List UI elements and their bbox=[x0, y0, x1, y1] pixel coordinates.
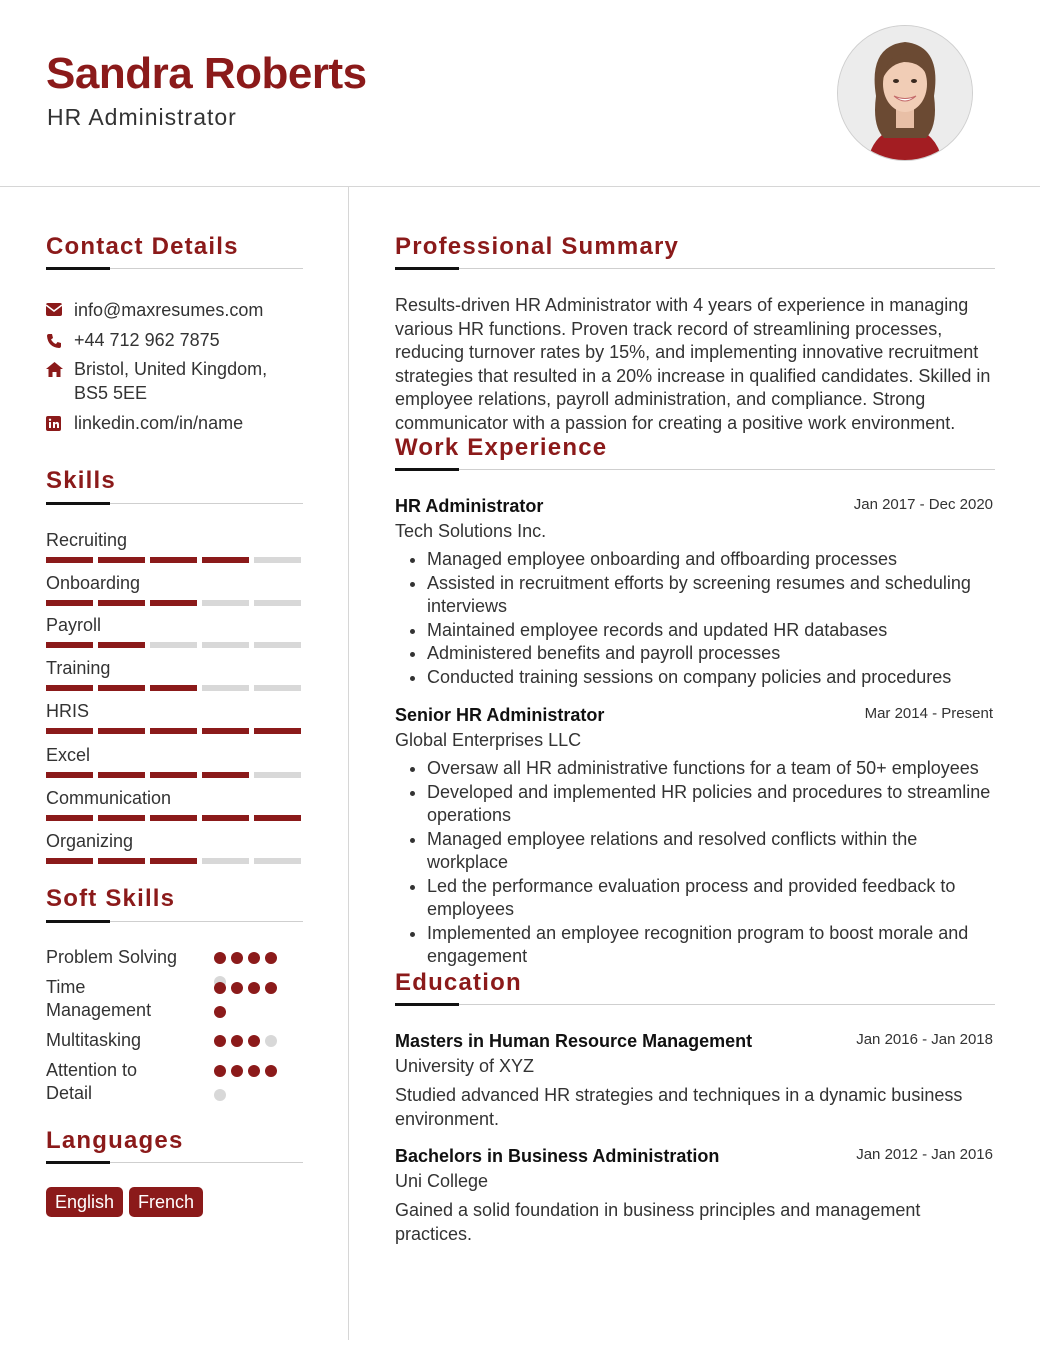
skill-bar-segment-empty bbox=[254, 858, 301, 864]
rating-dot-filled bbox=[214, 1065, 226, 1077]
skill-bar-segment-filled bbox=[150, 600, 197, 606]
phone-icon bbox=[46, 328, 74, 352]
job-bullets bbox=[395, 548, 995, 689]
skill-bar-segment-filled bbox=[254, 728, 301, 734]
skill-bar-segment-filled bbox=[98, 600, 145, 606]
skill-bar-segment-filled bbox=[46, 815, 93, 821]
job-bullet: • Conducted training sessions on company policies and procedures bbox=[427, 666, 995, 690]
soft-skill-name: Attention to Detail bbox=[46, 1060, 138, 1103]
skill-bar-segment-empty bbox=[254, 557, 301, 563]
education-description: Gained a solid foundation in business principles and management practices. bbox=[395, 1200, 921, 1244]
rating-dot-filled bbox=[214, 952, 226, 964]
skill-bar-segment-filled bbox=[150, 685, 197, 691]
job-dates: Jan 2017 - Dec 2020 bbox=[853, 496, 993, 513]
skill-bar-segment-filled bbox=[202, 557, 249, 563]
skill-bar-segment-empty bbox=[202, 858, 249, 864]
skill-organizing bbox=[46, 830, 302, 864]
contact-phone[interactable] bbox=[46, 328, 306, 352]
job-bullet: • Assisted in recruitment efforts by screening resumes and scheduling interviews bbox=[427, 572, 995, 619]
rating-dot-filled bbox=[214, 1006, 226, 1018]
skill-bar-segment-filled bbox=[46, 600, 93, 606]
education-school: University of XYZ bbox=[395, 1056, 535, 1076]
skill-bar-segment-filled bbox=[150, 858, 197, 864]
skill-bar-segment-filled bbox=[46, 642, 93, 648]
profile-photo-illustration bbox=[838, 26, 972, 160]
skill-hris bbox=[46, 700, 302, 734]
skill-excel bbox=[46, 744, 302, 778]
rating-dot-filled bbox=[231, 982, 243, 994]
skill-bar-segment-filled bbox=[98, 858, 145, 864]
job-bullet: • Managed employee onboarding and offboarding processes bbox=[427, 548, 995, 572]
skills-section-title: Skills bbox=[46, 467, 116, 494]
skill-bar-segment-empty bbox=[150, 642, 197, 648]
job-bullet: • Administered benefits and payroll processes bbox=[427, 642, 995, 666]
skill-training bbox=[46, 657, 302, 691]
contact-email-text: info@maxresumes.com bbox=[74, 300, 264, 320]
skill-name: Recruiting bbox=[46, 530, 128, 550]
job-bullet: • Maintained employee records and updated HR databases bbox=[427, 619, 995, 643]
soft-skills-section-rule bbox=[46, 921, 303, 922]
skill-name: Excel bbox=[46, 745, 91, 765]
job-bullet: • Led the performance evaluation process and provided feedback to employees bbox=[427, 875, 995, 922]
job-bullets bbox=[395, 757, 995, 969]
education-entry-bachelors bbox=[395, 1145, 995, 1246]
rating-dot-filled bbox=[214, 1035, 226, 1047]
skill-bar-segment-filled bbox=[150, 557, 197, 563]
education-degree: Masters in Human Resource Management bbox=[395, 1031, 753, 1051]
job-company: Global Enterprises LLC bbox=[395, 730, 582, 750]
education-dates: Jan 2012 - Jan 2016 bbox=[856, 1146, 993, 1163]
rating-dot-filled bbox=[231, 1035, 243, 1047]
profile-photo bbox=[837, 25, 973, 161]
job-title: HR Administrator bbox=[395, 496, 544, 516]
rating-dot-filled bbox=[265, 1065, 277, 1077]
skill-bar-segment-filled bbox=[202, 772, 249, 778]
contact-linkedin[interactable] bbox=[46, 411, 306, 435]
skill-bar-segment-filled bbox=[202, 815, 249, 821]
skill-bar-segment-filled bbox=[46, 858, 93, 864]
skill-bar-segment-empty bbox=[202, 600, 249, 606]
skill-level-bar bbox=[46, 815, 302, 821]
skill-bar-segment-empty bbox=[202, 642, 249, 648]
soft-skill-attention-to-detail bbox=[46, 1059, 302, 1105]
job-dates: Mar 2014 - Present bbox=[864, 705, 993, 722]
soft-skill-dots bbox=[214, 1065, 294, 1113]
skill-payroll bbox=[46, 614, 302, 648]
rating-dot-filled bbox=[231, 952, 243, 964]
rating-dot-filled bbox=[231, 1065, 243, 1077]
job-bullet: • Managed employee relations and resolved conflicts within the workplace bbox=[427, 828, 995, 875]
skill-bar-segment-empty bbox=[254, 685, 301, 691]
contact-email[interactable] bbox=[46, 298, 306, 322]
job-company: Tech Solutions Inc. bbox=[395, 521, 547, 541]
skill-bar-segment-empty bbox=[254, 772, 301, 778]
job-bullet: • Implemented an employee recognition program to boost morale and engagement bbox=[427, 922, 995, 969]
language-badge-english: English bbox=[46, 1187, 123, 1217]
skill-name: Organizing bbox=[46, 831, 134, 851]
rating-dot-filled bbox=[265, 952, 277, 964]
skill-bar-segment-filled bbox=[202, 728, 249, 734]
skill-onboarding bbox=[46, 572, 302, 606]
skill-recruiting bbox=[46, 529, 302, 563]
rating-dot-filled bbox=[265, 982, 277, 994]
contact-phone-text: +44 712 962 7875 bbox=[74, 330, 220, 350]
experience-section-title: Work Experience bbox=[395, 434, 608, 461]
skill-name: Onboarding bbox=[46, 573, 141, 593]
language-badge-french: French bbox=[129, 1187, 203, 1217]
resume-header bbox=[0, 0, 1040, 187]
skill-bar-segment-empty bbox=[254, 600, 301, 606]
skill-level-bar bbox=[46, 685, 302, 691]
skill-bar-segment-empty bbox=[254, 642, 301, 648]
candidate-role: HR Administrator bbox=[47, 104, 237, 130]
home-icon bbox=[46, 357, 74, 405]
skills-section-rule bbox=[46, 503, 303, 504]
rating-dot-filled bbox=[248, 1065, 260, 1077]
language-list bbox=[46, 1187, 203, 1217]
soft-skills-section-title: Soft Skills bbox=[46, 885, 176, 912]
education-degree: Bachelors in Business Administration bbox=[395, 1146, 720, 1166]
summary-section-title: Professional Summary bbox=[395, 233, 680, 260]
soft-skill-name: Multitasking bbox=[46, 1030, 142, 1050]
skill-level-bar bbox=[46, 642, 302, 648]
skill-bar-segment-filled bbox=[46, 772, 93, 778]
education-dates: Jan 2016 - Jan 2018 bbox=[856, 1031, 993, 1048]
skill-bar-segment-filled bbox=[98, 685, 145, 691]
job-bullet: • Oversaw all HR administrative functions for a team of 50+ employees bbox=[427, 757, 995, 781]
contact-section-title: Contact Details bbox=[46, 233, 239, 260]
skill-bar-segment-filled bbox=[98, 815, 145, 821]
rating-dot-filled bbox=[214, 982, 226, 994]
languages-section-rule bbox=[46, 1162, 303, 1163]
skill-name: Payroll bbox=[46, 615, 102, 635]
education-entry-masters bbox=[395, 1030, 995, 1131]
skill-level-bar bbox=[46, 772, 302, 778]
job-entry-hr-administrator bbox=[395, 495, 995, 689]
job-entry-senior-hr-administrator bbox=[395, 704, 995, 969]
soft-skill-problem-solving bbox=[46, 946, 302, 969]
education-description: Studied advanced HR strategies and techniques in a dynamic business environment. bbox=[395, 1085, 963, 1129]
contact-address bbox=[46, 357, 306, 405]
education-section-title: Education bbox=[395, 969, 522, 996]
rating-dot-empty bbox=[214, 1089, 226, 1101]
skill-bar-segment-filled bbox=[98, 642, 145, 648]
soft-skill-multitasking bbox=[46, 1029, 302, 1052]
soft-skill-name: Problem Solving bbox=[46, 947, 178, 967]
skill-bar-segment-empty bbox=[202, 685, 249, 691]
soft-skill-time-management bbox=[46, 976, 302, 1022]
experience-section-rule bbox=[395, 469, 995, 470]
contact-section-rule bbox=[46, 268, 303, 269]
skill-bar-segment-filled bbox=[98, 728, 145, 734]
skill-level-bar bbox=[46, 557, 302, 563]
skill-bar-segment-filled bbox=[98, 772, 145, 778]
skill-bar-segment-filled bbox=[46, 685, 93, 691]
contact-linkedin-text: linkedin.com/in/name bbox=[74, 413, 244, 433]
languages-section-title: Languages bbox=[46, 1127, 184, 1154]
skill-level-bar bbox=[46, 600, 302, 606]
skill-bar-segment-filled bbox=[46, 728, 93, 734]
soft-skill-dots bbox=[214, 982, 294, 1030]
skill-name: Communication bbox=[46, 788, 172, 808]
rating-dot-filled bbox=[248, 952, 260, 964]
skill-communication bbox=[46, 787, 302, 821]
skill-bar-segment-filled bbox=[150, 815, 197, 821]
rating-dot-filled bbox=[248, 982, 260, 994]
job-bullet: • Developed and implemented HR policies and procedures to streamline operations bbox=[427, 781, 995, 828]
summary-text: Results-driven HR Administrator with 4 years of experience in managing various HR functions. Proven track record of streamlining processes, reducing turnover rates by 15%, and implementing innovative recruitment strategies that resulted in a 20% increase in qualified candidates. Skilled in employee relations, payroll administration, and compliance. Strong communicator with a passion for creating a positive work environment. bbox=[395, 295, 991, 433]
job-title: Senior HR Administrator bbox=[395, 705, 605, 725]
contact-address-text: Bristol, United Kingdom, BS5 5EE bbox=[74, 359, 268, 403]
skill-level-bar bbox=[46, 728, 302, 734]
candidate-name: Sandra Roberts bbox=[46, 49, 367, 98]
education-section-rule bbox=[395, 1004, 995, 1005]
skill-name: Training bbox=[46, 658, 111, 678]
skill-bar-segment-filled bbox=[254, 815, 301, 821]
summary-section-rule bbox=[395, 268, 995, 269]
soft-skill-dots bbox=[214, 1035, 294, 1059]
skill-level-bar bbox=[46, 858, 302, 864]
skill-bar-segment-filled bbox=[98, 557, 145, 563]
column-divider bbox=[348, 187, 349, 1340]
envelope-icon bbox=[46, 298, 74, 322]
linkedin-icon bbox=[46, 411, 74, 435]
rating-dot-empty bbox=[265, 1035, 277, 1047]
skill-bar-segment-filled bbox=[46, 557, 93, 563]
skill-bar-segment-filled bbox=[150, 772, 197, 778]
soft-skill-name: Time Management bbox=[46, 977, 152, 1020]
rating-dot-filled bbox=[248, 1035, 260, 1047]
skill-bar-segment-filled bbox=[150, 728, 197, 734]
skill-name: HRIS bbox=[46, 701, 90, 721]
education-school: Uni College bbox=[395, 1171, 489, 1191]
